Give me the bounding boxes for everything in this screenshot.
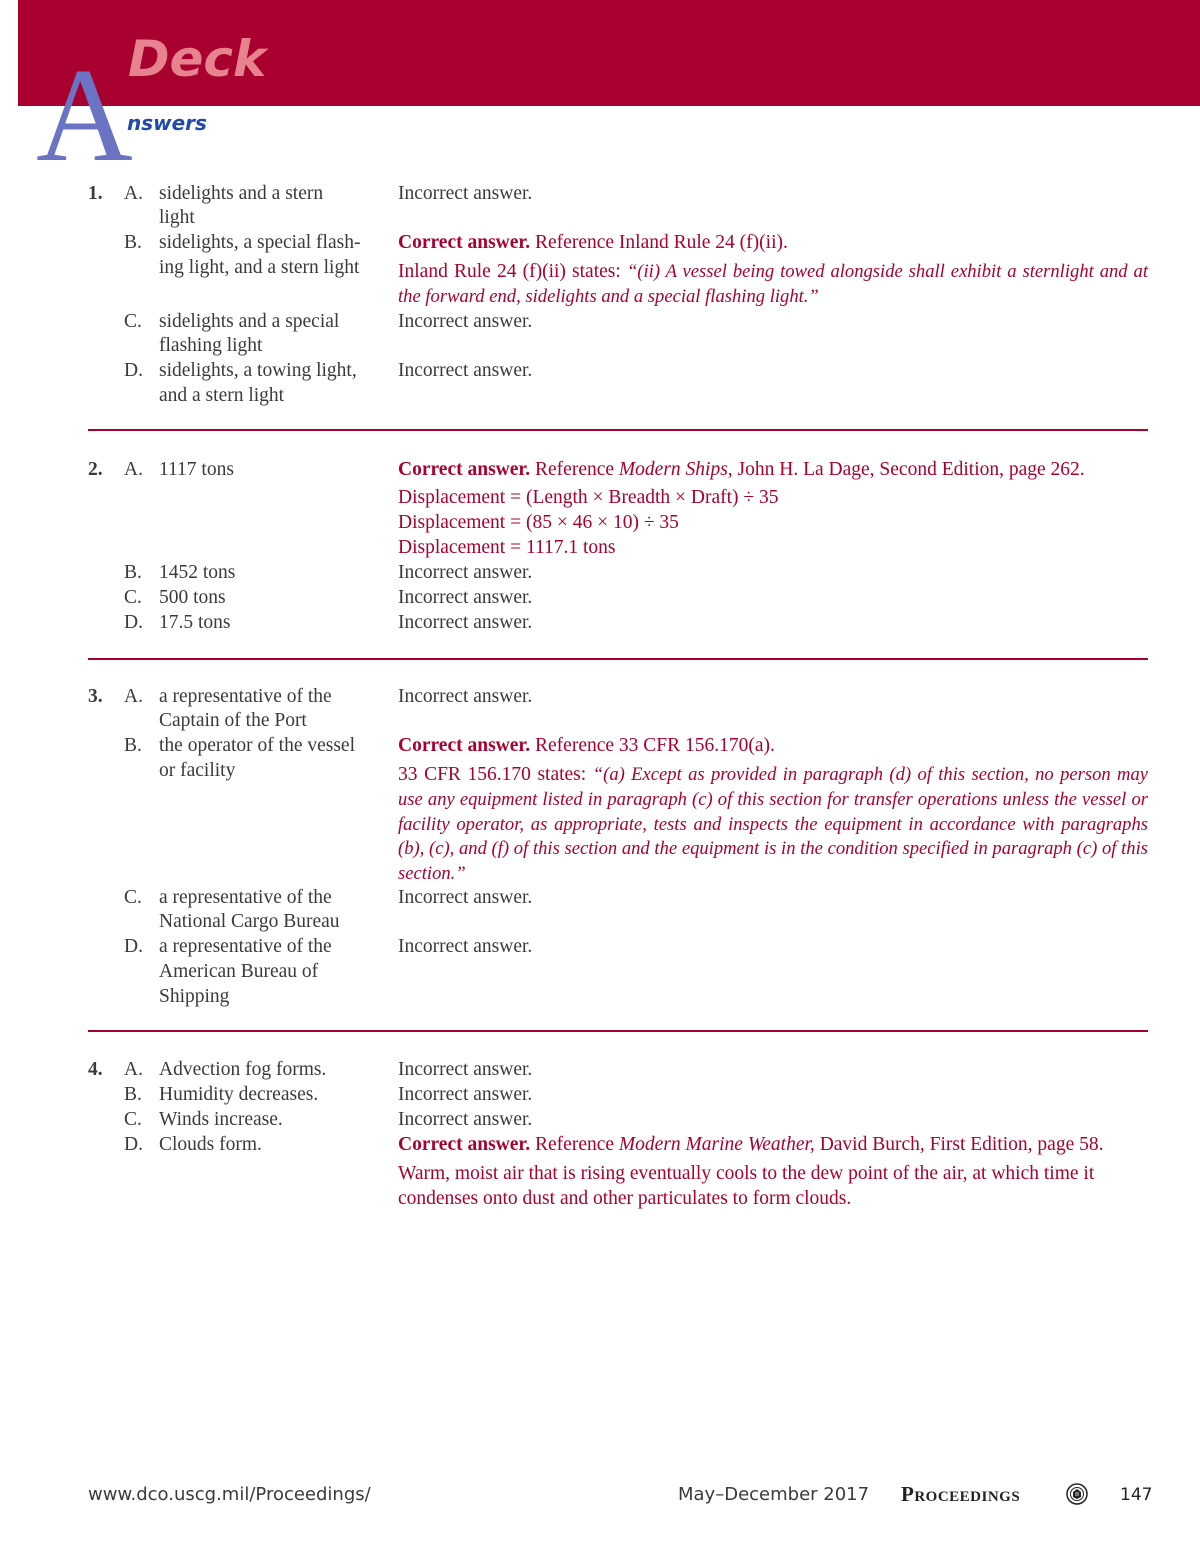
- option-letter: A.: [124, 459, 143, 480]
- section-title: Deck: [128, 30, 267, 88]
- uscg-seal-icon: [1066, 1483, 1088, 1505]
- option-letter: B.: [124, 562, 142, 583]
- correct-answer-label: Correct answer.: [398, 232, 531, 253]
- explanation-text: Warm, moist air that is rising eventually cools to the dew point of the air, at which time it condenses onto dust and other particulates to form clouds.: [398, 1163, 1095, 1209]
- option-text: Shipping: [159, 986, 230, 1007]
- publication-title: Proceedings: [901, 1482, 1021, 1506]
- quote-text: “(ii) A vessel being towed alongside shall exhibit a sternlight and at the forward end, sidelights and a special flashing light.”: [398, 261, 1148, 307]
- option-text: sidelights and a stern: [159, 183, 324, 204]
- footer-url-link[interactable]: www.dco.uscg.mil/Proceedings/: [88, 1484, 371, 1505]
- quote-text: “(a) Except as provided in paragraph (d) of this section, no person may use any equipment listed in paragraph (c) of this section for transfer operations unless the vessel or facility operator, as appropriate, tests and inspects the equipment in accordance with paragraphs (b), (c), and (f) of this section and the equipment is in the condition specified in paragraph (c) of this section.”: [398, 764, 1149, 885]
- option-text: National Cargo Bureau: [159, 911, 340, 932]
- option-text: light: [159, 207, 195, 228]
- option-letter: B.: [124, 232, 142, 253]
- incorrect-answer: Incorrect answer.: [398, 587, 533, 608]
- correct-answer-label: Correct answer.: [398, 735, 531, 756]
- correct-answer-line: [398, 734, 775, 759]
- option-letter: D.: [124, 936, 143, 957]
- option-letter: B.: [124, 735, 142, 756]
- question-number: 4.: [88, 1059, 103, 1080]
- correct-answer-label: Correct answer.: [398, 459, 531, 480]
- option-text: and a stern light: [159, 385, 285, 406]
- option-text: sidelights, a towing light,: [159, 360, 357, 381]
- option-text: 1117 tons: [159, 459, 234, 480]
- option-text: flashing light: [159, 335, 263, 356]
- option-letter: A.: [124, 183, 143, 204]
- formula-line: Displacement = 1117.1 tons: [398, 537, 616, 558]
- option-letter: D.: [124, 360, 143, 381]
- regulation-quote: [398, 763, 1148, 887]
- rule-quote: [398, 260, 1148, 310]
- option-letter: A.: [124, 686, 143, 707]
- section-divider: [88, 1030, 1148, 1032]
- formula-line: Displacement = (Length × Breadth × Draft) ÷ 35: [398, 487, 779, 508]
- option-text: 500 tons: [159, 587, 226, 608]
- option-text: sidelights and a special: [159, 311, 340, 332]
- reference-book: Modern Ships,: [618, 459, 733, 480]
- incorrect-answer: Incorrect answer.: [398, 887, 533, 908]
- incorrect-answer: Incorrect answer.: [398, 1109, 533, 1130]
- correct-answer-line: [398, 231, 788, 256]
- question-number: 1.: [88, 183, 103, 204]
- option-text: a representative of the: [159, 936, 332, 957]
- option-letter: C.: [124, 311, 142, 332]
- incorrect-answer: Incorrect answer.: [398, 612, 533, 633]
- option-text: Advection fog forms.: [159, 1059, 327, 1080]
- incorrect-answer: Incorrect answer.: [398, 1084, 533, 1105]
- option-text: ing light, and a stern light: [159, 257, 360, 278]
- incorrect-answer: Incorrect answer.: [398, 183, 533, 204]
- reference-text: Reference: [530, 1134, 619, 1155]
- option-text: the operator of the vessel: [159, 735, 356, 756]
- correct-answer-line: [398, 1133, 1104, 1158]
- option-text: 17.5 tons: [159, 612, 231, 633]
- option-letter: C.: [124, 887, 142, 908]
- section-subtitle: nswers: [127, 111, 207, 135]
- correct-answer-label: Correct answer.: [398, 1134, 531, 1155]
- section-divider: [88, 658, 1148, 660]
- incorrect-answer: Incorrect answer.: [398, 311, 533, 332]
- option-text: or facility: [159, 760, 236, 781]
- option-letter: C.: [124, 587, 142, 608]
- option-text: 1452 tons: [159, 562, 236, 583]
- formula-line: Displacement = (85 × 46 × 10) ÷ 35: [398, 512, 679, 533]
- option-text: Humidity decreases.: [159, 1084, 319, 1105]
- option-text: Winds increase.: [159, 1109, 283, 1130]
- footer-date: May–December 2017: [678, 1484, 870, 1505]
- option-text: Captain of the Port: [159, 710, 307, 731]
- reference-book: Modern Marine Weather,: [618, 1134, 815, 1155]
- incorrect-answer: Incorrect answer.: [398, 1059, 533, 1080]
- reference-text: John H. La Dage, Second Edition, page 262.: [732, 459, 1085, 480]
- option-letter: C.: [124, 1109, 142, 1130]
- reference-text: Reference Inland Rule 24 (f)(ii).: [530, 232, 788, 253]
- reference-text: David Burch, First Edition, page 58.: [814, 1134, 1104, 1155]
- incorrect-answer: Incorrect answer.: [398, 936, 533, 957]
- reference-text: Reference: [530, 459, 619, 480]
- big-initial-letter: A: [36, 41, 133, 189]
- quote-intro: Inland Rule 24 (f)(ii) states:: [398, 261, 627, 282]
- option-letter: D.: [124, 612, 143, 633]
- option-text: a representative of the: [159, 686, 332, 707]
- option-text: American Bureau of: [159, 961, 319, 982]
- section-divider: [88, 429, 1148, 431]
- option-letter: B.: [124, 1084, 142, 1105]
- correct-answer-line: [398, 458, 1085, 483]
- option-letter: D.: [124, 1134, 143, 1155]
- option-text: a representative of the: [159, 887, 332, 908]
- question-number: 2.: [88, 459, 103, 480]
- quote-intro: 33 CFR 156.170 states:: [398, 764, 593, 785]
- incorrect-answer: Incorrect answer.: [398, 360, 533, 381]
- incorrect-answer: Incorrect answer.: [398, 562, 533, 583]
- option-letter: A.: [124, 1059, 143, 1080]
- page-number: 147: [1120, 1485, 1153, 1505]
- question-number: 3.: [88, 686, 103, 707]
- incorrect-answer: Incorrect answer.: [398, 686, 533, 707]
- option-text: Clouds form.: [159, 1134, 262, 1155]
- reference-text: Reference 33 CFR 156.170(a).: [530, 735, 775, 756]
- option-text: sidelights, a special flash-: [159, 232, 361, 253]
